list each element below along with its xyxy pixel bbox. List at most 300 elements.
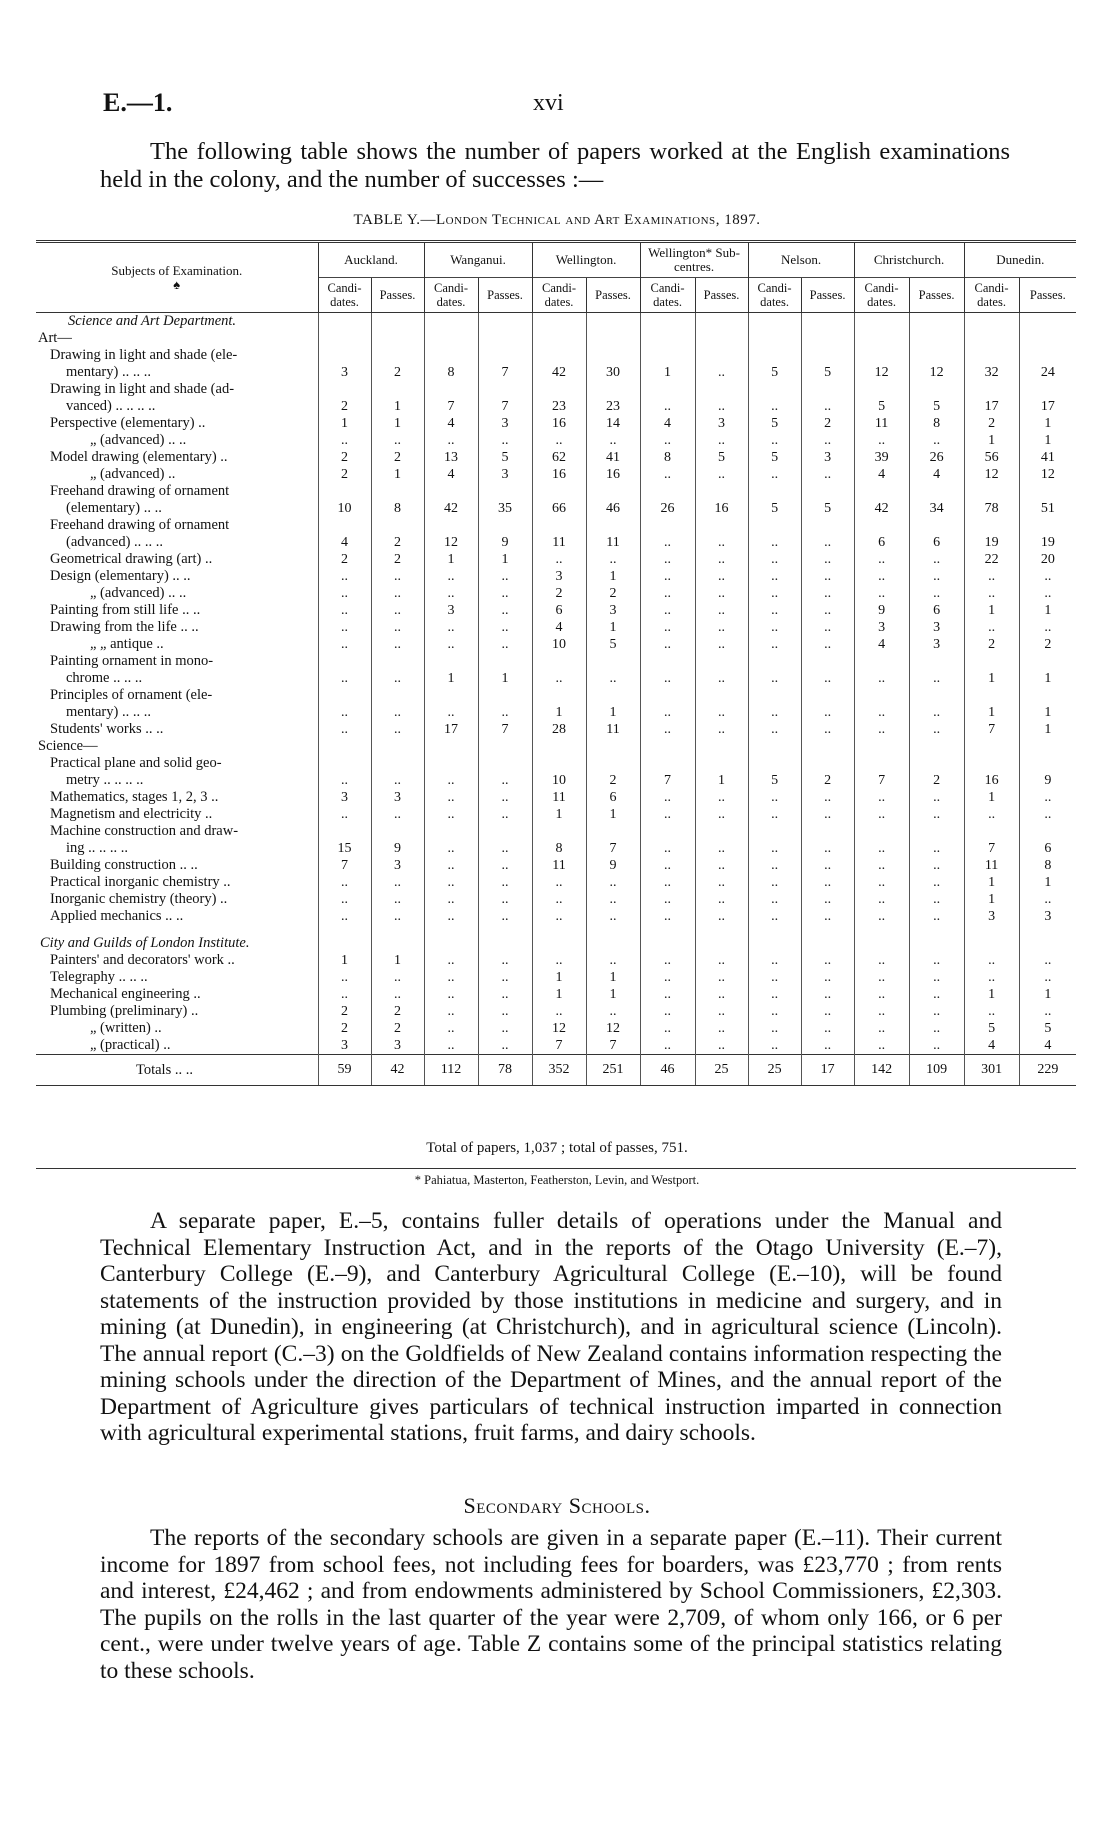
subject-cell: Applied mechanics .. .. bbox=[50, 908, 184, 924]
candidates-cell: 4 bbox=[854, 466, 909, 483]
passes-cell: .. bbox=[695, 568, 748, 585]
candidates-cell: 15 bbox=[318, 840, 371, 857]
passes-cell: 16 bbox=[586, 466, 640, 483]
passes-cell: .. bbox=[801, 534, 854, 551]
candidates-cell: .. bbox=[424, 806, 478, 823]
candidates-cell: 5 bbox=[748, 415, 801, 432]
table-row bbox=[36, 568, 1076, 585]
passes-cell: .. bbox=[909, 840, 964, 857]
passes-cell: 3 bbox=[909, 619, 964, 636]
candidates-cell: .. bbox=[748, 704, 801, 721]
paragraph-secondary-schools: The reports of the secondary schools are given in a separate paper (E.–11). Their current income for 1897 from school fees, not including fees for boarders, was £23,770 ; from rents and interest, £24,462 ; and from endowments administered by School Commissioners, £2,303. The pupils on the rolls in the last quarter of the year were 2,709, of whom only 166, or 6 per cent., were under twelve years of age. Table Z contains some of the principal statistics relating to these schools. bbox=[100, 1525, 1002, 1684]
candidates-cell: 142 bbox=[854, 1055, 909, 1086]
passes-cell: .. bbox=[478, 602, 532, 619]
passes-cell: .. bbox=[695, 602, 748, 619]
candidates-header: Candi-dates. bbox=[532, 278, 586, 313]
passes-cell: .. bbox=[695, 466, 748, 483]
table-row bbox=[36, 1037, 1076, 1055]
candidates-cell: 56 bbox=[964, 449, 1019, 466]
passes-cell: .. bbox=[801, 874, 854, 891]
passes-cell: .. bbox=[801, 891, 854, 908]
passes-cell: 42 bbox=[371, 1055, 424, 1086]
passes-cell bbox=[586, 653, 640, 670]
passes-cell bbox=[1019, 755, 1076, 772]
candidates-cell: 7 bbox=[318, 857, 371, 874]
passes-cell: 8 bbox=[371, 500, 424, 517]
table-row bbox=[36, 840, 1076, 857]
passes-cell: .. bbox=[1019, 568, 1076, 585]
passes-cell bbox=[1019, 823, 1076, 840]
passes-cell bbox=[801, 483, 854, 500]
candidates-cell: 9 bbox=[854, 602, 909, 619]
candidates-cell: 3 bbox=[854, 619, 909, 636]
passes-cell: .. bbox=[909, 670, 964, 687]
centre-header: Dunedin. bbox=[964, 242, 1076, 278]
passes-cell bbox=[695, 483, 748, 500]
subjects-header-label: Subjects of Examination. bbox=[111, 262, 243, 278]
passes-cell bbox=[909, 517, 964, 534]
candidates-cell: 10 bbox=[532, 772, 586, 789]
candidates-cell: .. bbox=[424, 704, 478, 721]
candidates-cell bbox=[964, 687, 1019, 704]
table-body bbox=[36, 313, 1076, 1086]
passes-cell bbox=[801, 313, 854, 331]
passes-cell: .. bbox=[909, 986, 964, 1003]
subject-cell: Plumbing (preliminary) .. bbox=[50, 1003, 199, 1019]
candidates-cell: 16 bbox=[964, 772, 1019, 789]
candidates-cell: .. bbox=[318, 568, 371, 585]
table-row bbox=[36, 935, 1076, 952]
candidates-cell: .. bbox=[854, 1020, 909, 1037]
candidates-cell: 66 bbox=[532, 500, 586, 517]
passes-cell: .. bbox=[801, 986, 854, 1003]
candidates-cell: .. bbox=[424, 857, 478, 874]
candidates-cell: .. bbox=[748, 534, 801, 551]
passes-cell: 20 bbox=[1019, 551, 1076, 568]
candidates-cell: 11 bbox=[532, 789, 586, 806]
passes-cell bbox=[586, 313, 640, 331]
candidates-cell: .. bbox=[318, 432, 371, 449]
candidates-cell bbox=[854, 687, 909, 704]
passes-cell bbox=[1019, 925, 1076, 935]
passes-cell: 9 bbox=[586, 857, 640, 874]
candidates-cell bbox=[424, 823, 478, 840]
candidates-cell bbox=[854, 313, 909, 331]
passes-cell: 4 bbox=[1019, 1037, 1076, 1055]
candidates-cell bbox=[854, 347, 909, 364]
page-number: xvi bbox=[533, 90, 564, 116]
candidates-cell: .. bbox=[854, 432, 909, 449]
passes-cell: .. bbox=[909, 704, 964, 721]
candidates-cell: 1 bbox=[532, 986, 586, 1003]
passes-cell bbox=[909, 823, 964, 840]
passes-cell: .. bbox=[801, 602, 854, 619]
passes-cell: 7 bbox=[478, 398, 532, 415]
passes-cell bbox=[801, 330, 854, 347]
table-row bbox=[36, 517, 1076, 534]
passes-cell: .. bbox=[371, 891, 424, 908]
passes-cell bbox=[478, 738, 532, 755]
passes-cell bbox=[1019, 381, 1076, 398]
candidates-cell: .. bbox=[318, 772, 371, 789]
candidates-cell: 352 bbox=[532, 1055, 586, 1086]
passes-cell bbox=[801, 738, 854, 755]
table-row bbox=[36, 330, 1076, 347]
candidates-cell: 4 bbox=[424, 466, 478, 483]
candidates-cell: .. bbox=[748, 670, 801, 687]
passes-cell: 1 bbox=[586, 969, 640, 986]
passes-header: Passes. bbox=[371, 278, 424, 313]
subject-cell: Art— bbox=[38, 330, 72, 346]
passes-cell bbox=[695, 313, 748, 331]
passes-cell: .. bbox=[801, 670, 854, 687]
candidates-cell bbox=[640, 687, 695, 704]
passes-cell bbox=[371, 381, 424, 398]
passes-cell: .. bbox=[695, 874, 748, 891]
candidates-cell: .. bbox=[964, 585, 1019, 602]
passes-cell: .. bbox=[801, 398, 854, 415]
passes-cell bbox=[801, 381, 854, 398]
passes-cell bbox=[801, 653, 854, 670]
candidates-cell: 11 bbox=[964, 857, 1019, 874]
table-row bbox=[36, 364, 1076, 381]
passes-cell bbox=[1019, 738, 1076, 755]
passes-cell: .. bbox=[371, 636, 424, 653]
candidates-cell: 28 bbox=[532, 721, 586, 738]
candidates-cell bbox=[318, 313, 371, 331]
passes-cell: .. bbox=[695, 1003, 748, 1020]
passes-cell bbox=[371, 925, 424, 935]
candidates-cell: .. bbox=[748, 721, 801, 738]
candidates-cell bbox=[640, 347, 695, 364]
table-row bbox=[36, 823, 1076, 840]
candidates-cell: .. bbox=[424, 969, 478, 986]
passes-cell: .. bbox=[695, 619, 748, 636]
table-row bbox=[36, 313, 1076, 331]
candidates-cell bbox=[964, 935, 1019, 952]
passes-cell: .. bbox=[695, 806, 748, 823]
passes-cell: .. bbox=[695, 1037, 748, 1055]
candidates-cell: .. bbox=[424, 619, 478, 636]
candidates-cell: 7 bbox=[640, 772, 695, 789]
subject-cell: Painters' and decorators' work .. bbox=[50, 952, 235, 968]
subject-cell: vanced) .. .. .. .. bbox=[66, 398, 156, 414]
candidates-cell bbox=[424, 347, 478, 364]
passes-cell bbox=[371, 823, 424, 840]
passes-cell bbox=[695, 925, 748, 935]
subject-cell: „ (advanced) .. .. bbox=[90, 585, 187, 601]
passes-header: Passes. bbox=[801, 278, 854, 313]
passes-cell: 2 bbox=[909, 772, 964, 789]
passes-cell bbox=[695, 755, 748, 772]
passes-cell bbox=[586, 755, 640, 772]
table-row bbox=[36, 925, 1076, 935]
candidates-cell bbox=[748, 738, 801, 755]
subject-cell: Science— bbox=[38, 738, 98, 754]
candidates-cell: 1 bbox=[532, 806, 586, 823]
candidates-cell bbox=[640, 330, 695, 347]
candidates-cell: 62 bbox=[532, 449, 586, 466]
passes-cell: .. bbox=[1019, 969, 1076, 986]
passes-cell: .. bbox=[801, 857, 854, 874]
table-row bbox=[36, 1003, 1076, 1020]
candidates-cell: .. bbox=[318, 636, 371, 653]
passes-cell: 1 bbox=[586, 806, 640, 823]
candidates-cell: 6 bbox=[532, 602, 586, 619]
candidates-cell: .. bbox=[748, 840, 801, 857]
candidates-cell bbox=[424, 313, 478, 331]
passes-cell: .. bbox=[909, 568, 964, 585]
passes-cell bbox=[586, 347, 640, 364]
candidates-cell: .. bbox=[532, 891, 586, 908]
candidates-cell: .. bbox=[854, 789, 909, 806]
candidates-cell: 3 bbox=[318, 1037, 371, 1055]
passes-cell: .. bbox=[478, 568, 532, 585]
candidates-cell: .. bbox=[748, 585, 801, 602]
subject-cell: (elementary) .. .. bbox=[66, 500, 162, 516]
passes-cell: .. bbox=[1019, 585, 1076, 602]
passes-cell bbox=[478, 653, 532, 670]
candidates-cell: .. bbox=[748, 551, 801, 568]
candidates-cell: 1 bbox=[964, 432, 1019, 449]
candidates-cell: 1 bbox=[964, 874, 1019, 891]
candidates-cell bbox=[424, 483, 478, 500]
passes-cell: 1 bbox=[695, 772, 748, 789]
passes-cell: 46 bbox=[586, 500, 640, 517]
paragraph-technical-instruction: A separate paper, E.–5, contains fuller details of operations under the Manual and Technical Elementary Instruction Act, and in the reports of the Otago University (E.–7), Canterbury College (E.–9), and Canterbury Agricultural College (E.–10), will be found statements of the instruction provided by those institutions in medicine and surgery, and in mining (at Dunedin), in engineering (at Christchurch), and in agricultural science (Lincoln). The annual report (C.–3) on the Goldfields of New Zealand contains information respecting the mining schools under the direction of the Department of Mines, and the annual report of the Department of Agriculture gives particulars of technical instruction imparted in connection with agricultural experimental stations, fruit farms, and dairy schools. bbox=[100, 1208, 1002, 1446]
table-row bbox=[36, 721, 1076, 738]
passes-cell: 229 bbox=[1019, 1055, 1076, 1086]
table-row bbox=[36, 585, 1076, 602]
candidates-cell: 17 bbox=[964, 398, 1019, 415]
totals-row bbox=[36, 1055, 1076, 1086]
candidates-cell bbox=[318, 347, 371, 364]
table-row bbox=[36, 466, 1076, 483]
passes-cell: .. bbox=[371, 721, 424, 738]
page-header bbox=[103, 88, 1003, 118]
passes-cell bbox=[478, 687, 532, 704]
candidates-cell bbox=[854, 738, 909, 755]
passes-cell bbox=[695, 935, 748, 952]
candidates-cell: 2 bbox=[318, 551, 371, 568]
candidates-cell: 2 bbox=[532, 585, 586, 602]
candidates-cell: .. bbox=[318, 986, 371, 1003]
candidates-cell: .. bbox=[424, 432, 478, 449]
passes-cell: 9 bbox=[1019, 772, 1076, 789]
passes-header: Passes. bbox=[909, 278, 964, 313]
passes-cell: .. bbox=[695, 364, 748, 381]
candidates-cell: 59 bbox=[318, 1055, 371, 1086]
candidates-cell: .. bbox=[748, 432, 801, 449]
candidates-cell: .. bbox=[424, 840, 478, 857]
passes-cell bbox=[371, 653, 424, 670]
centre-header: Wanganui. bbox=[424, 242, 532, 278]
candidates-cell: 10 bbox=[532, 636, 586, 653]
passes-cell bbox=[478, 381, 532, 398]
passes-cell bbox=[371, 738, 424, 755]
passes-cell bbox=[1019, 935, 1076, 952]
candidates-cell: .. bbox=[640, 432, 695, 449]
subject-cell: Perspective (elementary) .. bbox=[50, 415, 206, 431]
candidates-cell: .. bbox=[640, 585, 695, 602]
candidates-cell: 1 bbox=[532, 969, 586, 986]
candidates-cell: .. bbox=[854, 1003, 909, 1020]
candidates-cell: .. bbox=[748, 619, 801, 636]
passes-cell: 2 bbox=[371, 534, 424, 551]
candidates-cell: .. bbox=[640, 874, 695, 891]
passes-cell: 3 bbox=[478, 466, 532, 483]
passes-cell: 35 bbox=[478, 500, 532, 517]
centre-header: Christchurch. bbox=[854, 242, 964, 278]
candidates-cell bbox=[748, 313, 801, 331]
candidates-cell: .. bbox=[854, 891, 909, 908]
candidates-cell: 3 bbox=[318, 789, 371, 806]
table-row bbox=[36, 602, 1076, 619]
passes-cell: .. bbox=[801, 1020, 854, 1037]
candidates-cell: 7 bbox=[964, 721, 1019, 738]
candidates-cell: 3 bbox=[424, 602, 478, 619]
subject-cell: Students' works .. .. bbox=[50, 721, 164, 737]
passes-cell: 1 bbox=[586, 704, 640, 721]
passes-cell: .. bbox=[478, 704, 532, 721]
candidates-cell bbox=[748, 483, 801, 500]
candidates-cell: .. bbox=[424, 986, 478, 1003]
passes-cell: 5 bbox=[909, 398, 964, 415]
passes-header: Passes. bbox=[586, 278, 640, 313]
candidates-cell bbox=[964, 925, 1019, 935]
candidates-cell bbox=[964, 313, 1019, 331]
candidates-cell: .. bbox=[640, 619, 695, 636]
passes-cell: .. bbox=[586, 874, 640, 891]
intro-paragraph: The following table shows the number of papers worked at the English examinations held in the colony, and the number of successes :— bbox=[100, 138, 1010, 193]
passes-cell bbox=[586, 823, 640, 840]
passes-cell: .. bbox=[695, 636, 748, 653]
passes-cell: .. bbox=[371, 986, 424, 1003]
passes-cell: .. bbox=[478, 952, 532, 969]
passes-cell: .. bbox=[695, 891, 748, 908]
passes-cell: 2 bbox=[371, 1020, 424, 1037]
subject-cell: Machine construction and draw- bbox=[50, 823, 239, 839]
candidates-cell bbox=[532, 330, 586, 347]
passes-cell bbox=[371, 517, 424, 534]
candidates-cell bbox=[854, 330, 909, 347]
table-row bbox=[36, 670, 1076, 687]
candidates-cell: 7 bbox=[854, 772, 909, 789]
passes-cell: .. bbox=[801, 789, 854, 806]
passes-cell bbox=[909, 925, 964, 935]
table-row bbox=[36, 908, 1076, 925]
candidates-cell: .. bbox=[318, 874, 371, 891]
candidates-cell: 10 bbox=[318, 500, 371, 517]
candidates-cell bbox=[424, 925, 478, 935]
candidates-cell: .. bbox=[748, 806, 801, 823]
passes-cell: .. bbox=[695, 704, 748, 721]
passes-cell: 251 bbox=[586, 1055, 640, 1086]
candidates-cell: 19 bbox=[964, 534, 1019, 551]
passes-cell: .. bbox=[478, 789, 532, 806]
passes-cell: .. bbox=[371, 568, 424, 585]
passes-cell: 1 bbox=[371, 398, 424, 415]
passes-cell: .. bbox=[586, 432, 640, 449]
passes-cell: .. bbox=[909, 952, 964, 969]
passes-cell: .. bbox=[1019, 1003, 1076, 1020]
passes-header: Passes. bbox=[695, 278, 748, 313]
passes-cell bbox=[1019, 313, 1076, 331]
passes-cell bbox=[801, 347, 854, 364]
passes-cell: .. bbox=[586, 551, 640, 568]
candidates-cell: 2 bbox=[318, 1020, 371, 1037]
passes-cell: 1 bbox=[478, 670, 532, 687]
passes-cell: 3 bbox=[801, 449, 854, 466]
candidates-cell: .. bbox=[318, 721, 371, 738]
table-row bbox=[36, 432, 1076, 449]
passes-cell: 5 bbox=[695, 449, 748, 466]
passes-cell: .. bbox=[478, 1037, 532, 1055]
table-row bbox=[36, 857, 1076, 874]
candidates-cell: 4 bbox=[854, 636, 909, 653]
passes-cell bbox=[909, 330, 964, 347]
table-row bbox=[36, 1020, 1076, 1037]
candidates-cell: 4 bbox=[964, 1037, 1019, 1055]
passes-cell bbox=[695, 687, 748, 704]
passes-cell: 3 bbox=[586, 602, 640, 619]
subject-cell: „ „ antique .. bbox=[90, 636, 164, 652]
passes-cell bbox=[586, 925, 640, 935]
passes-cell: .. bbox=[371, 432, 424, 449]
candidates-cell: .. bbox=[640, 398, 695, 415]
candidates-cell bbox=[964, 347, 1019, 364]
candidates-cell: 4 bbox=[424, 415, 478, 432]
passes-cell: 1 bbox=[586, 619, 640, 636]
passes-cell: 6 bbox=[586, 789, 640, 806]
passes-cell: .. bbox=[478, 1003, 532, 1020]
passes-cell bbox=[586, 935, 640, 952]
candidates-cell: 1 bbox=[424, 551, 478, 568]
passes-cell: .. bbox=[909, 969, 964, 986]
passes-cell bbox=[371, 687, 424, 704]
candidates-cell: .. bbox=[854, 806, 909, 823]
table-row bbox=[36, 636, 1076, 653]
candidates-cell: .. bbox=[854, 840, 909, 857]
candidates-cell bbox=[424, 738, 478, 755]
passes-cell: 5 bbox=[586, 636, 640, 653]
passes-cell: 8 bbox=[909, 415, 964, 432]
candidates-cell bbox=[640, 483, 695, 500]
candidates-cell bbox=[964, 823, 1019, 840]
exam-table-container bbox=[36, 240, 1076, 1086]
candidates-cell: 2 bbox=[318, 466, 371, 483]
candidates-cell bbox=[748, 330, 801, 347]
subject-cell: „ (written) .. bbox=[90, 1020, 162, 1036]
candidates-cell bbox=[854, 935, 909, 952]
table-row bbox=[36, 789, 1076, 806]
passes-cell bbox=[586, 381, 640, 398]
passes-cell: .. bbox=[695, 432, 748, 449]
candidates-cell: 8 bbox=[640, 449, 695, 466]
candidates-cell: .. bbox=[424, 585, 478, 602]
candidates-cell: 5 bbox=[854, 398, 909, 415]
candidates-cell: 46 bbox=[640, 1055, 695, 1086]
candidates-cell: 1 bbox=[964, 789, 1019, 806]
candidates-cell: .. bbox=[532, 908, 586, 925]
centre-header: Nelson. bbox=[748, 242, 854, 278]
passes-cell: 9 bbox=[478, 534, 532, 551]
passes-cell: .. bbox=[586, 908, 640, 925]
candidates-cell: 1 bbox=[532, 704, 586, 721]
table-caption-year: , 1897. bbox=[715, 212, 761, 228]
candidates-cell: .. bbox=[748, 952, 801, 969]
candidates-cell: 3 bbox=[532, 568, 586, 585]
